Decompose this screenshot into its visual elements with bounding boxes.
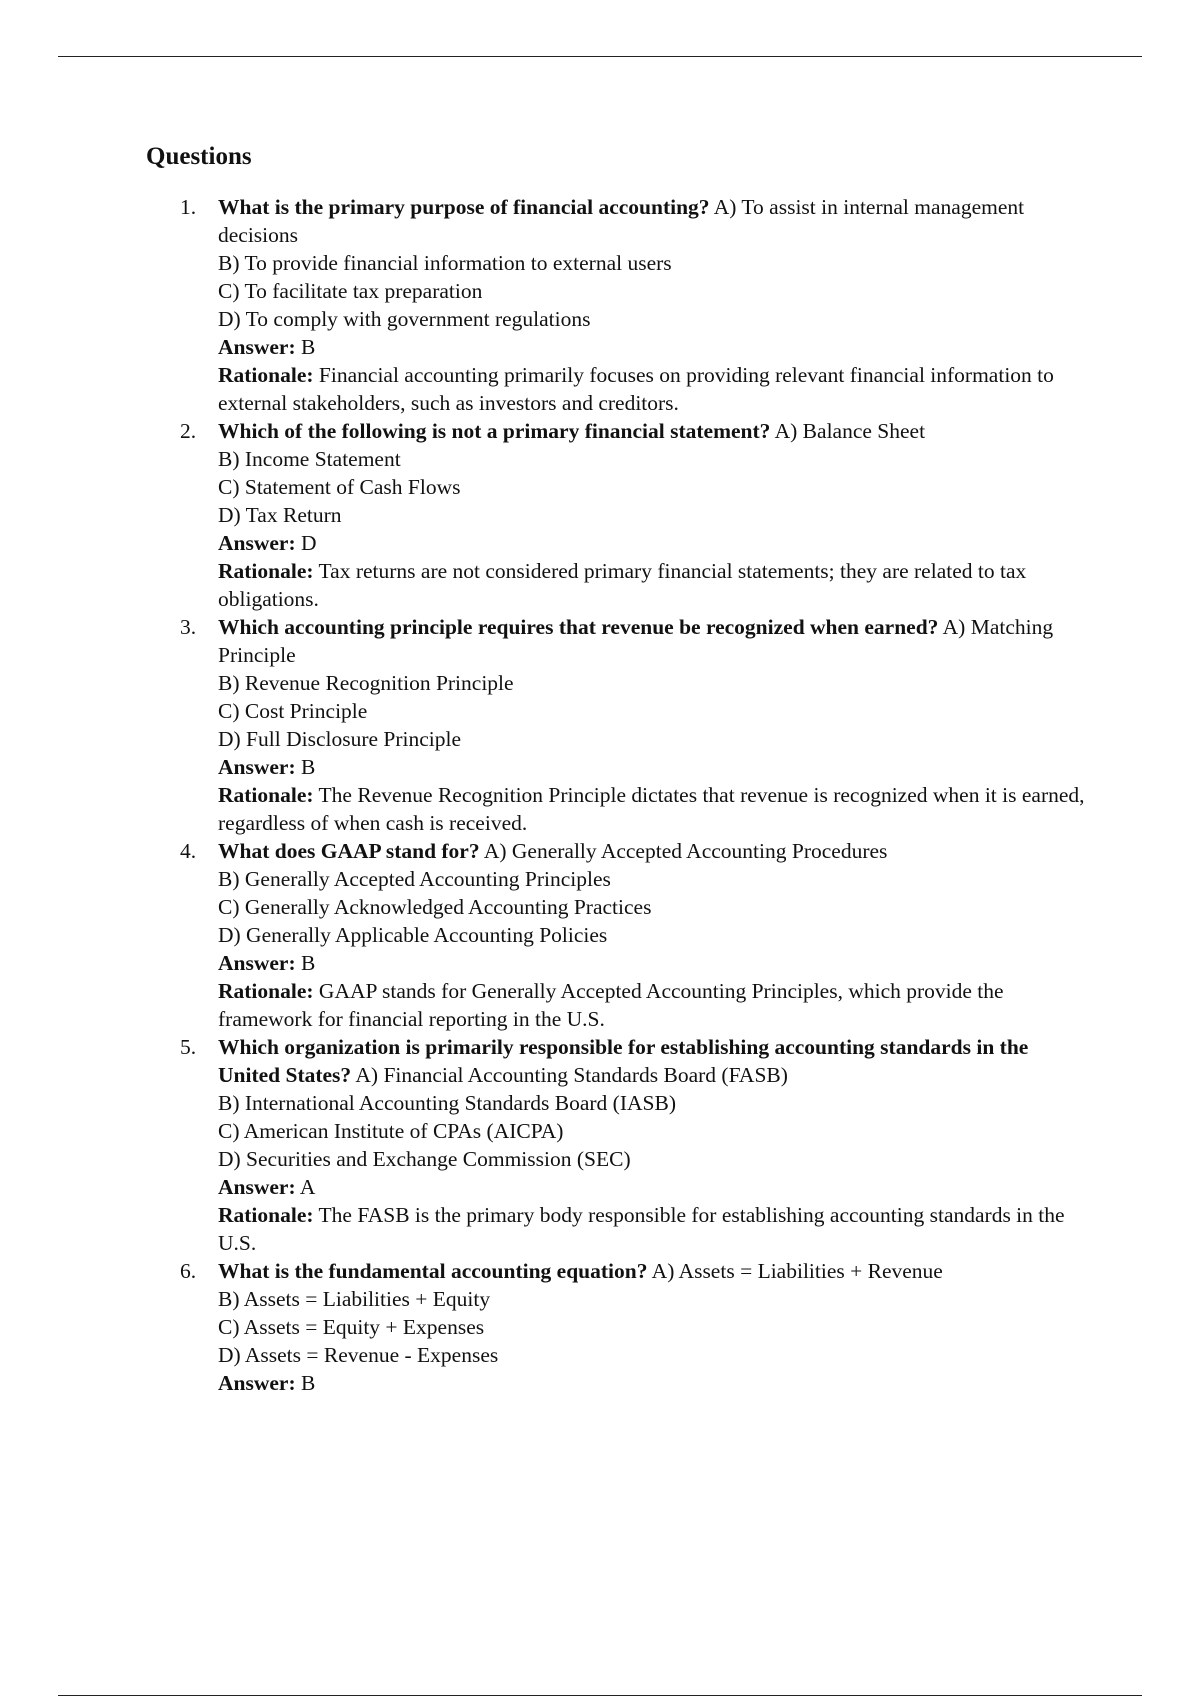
option-a: A) Balance Sheet xyxy=(774,419,926,443)
question-text: What is the primary purpose of financial accounting? xyxy=(218,195,710,219)
header-rule xyxy=(58,56,1142,57)
answer-value: A xyxy=(299,1175,316,1199)
answer-value: D xyxy=(301,531,317,555)
rationale-label: Rationale: xyxy=(218,783,314,807)
option-b: B) Assets = Liabilities + Equity xyxy=(218,1287,491,1311)
question-text: Which organization is primarily responsible for establishing accounting standards in the United States? xyxy=(218,1035,1029,1087)
rationale-text: Tax returns are not considered primary financial statements; they are related to tax obligations. xyxy=(218,559,1027,611)
rationale-label: Rationale: xyxy=(218,363,314,387)
question-number: 2. xyxy=(180,419,197,443)
option-c: C) American Institute of CPAs (AICPA) xyxy=(218,1119,564,1143)
rationale-label: Rationale: xyxy=(218,1203,314,1227)
answer-line xyxy=(218,1369,1086,1397)
question-line xyxy=(218,1257,1086,1285)
option-c: C) To facilitate tax preparation xyxy=(218,279,483,303)
question-text: Which of the following is not a primary financial statement? xyxy=(218,419,771,443)
question-item-6 xyxy=(146,1257,1086,1397)
option-d: D) To comply with government regulations xyxy=(218,307,591,331)
option-c: C) Statement of Cash Flows xyxy=(218,475,461,499)
question-line xyxy=(218,417,1086,445)
question-number: 1. xyxy=(180,195,197,219)
rationale-line xyxy=(218,977,1086,1033)
rationale-text: Financial accounting primarily focuses on providing relevant financial information to external stakeholders, such as investors and creditors. xyxy=(218,363,1054,415)
option-c: C) Assets = Equity + Expenses xyxy=(218,1315,485,1339)
option-d: D) Tax Return xyxy=(218,503,342,527)
option-b: B) Revenue Recognition Principle xyxy=(218,671,514,695)
answer-label: Answer: xyxy=(218,531,296,555)
question-number: 6. xyxy=(180,1259,197,1283)
answer-value: B xyxy=(301,755,316,779)
question-number: 5. xyxy=(180,1035,197,1059)
rationale-label: Rationale: xyxy=(218,559,314,583)
answer-value: B xyxy=(301,951,316,975)
question-item-3 xyxy=(146,613,1086,837)
question-line xyxy=(218,837,1086,865)
option-a: A) Financial Accounting Standards Board (FASB) xyxy=(355,1063,788,1087)
rationale-line xyxy=(218,557,1086,613)
question-text: What is the fundamental accounting equation? xyxy=(218,1259,648,1283)
answer-label: Answer: xyxy=(218,335,296,359)
answer-line xyxy=(218,333,1086,361)
rationale-text: GAAP stands for Generally Accepted Accounting Principles, which provide the framework for financial reporting in the U.S. xyxy=(218,979,1004,1031)
rationale-line xyxy=(218,361,1086,417)
option-d: D) Generally Applicable Accounting Policies xyxy=(218,923,608,947)
question-text: Which accounting principle requires that revenue be recognized when earned? xyxy=(218,615,939,639)
question-number: 3. xyxy=(180,615,197,639)
question-list xyxy=(146,193,1086,1397)
question-item-1 xyxy=(146,193,1086,417)
answer-line xyxy=(218,949,1086,977)
rationale-line xyxy=(218,1201,1086,1257)
answer-label: Answer: xyxy=(218,951,296,975)
option-b: B) To provide financial information to external users xyxy=(218,251,672,275)
option-a: A) Assets = Liabilities + Revenue xyxy=(651,1259,943,1283)
question-text: What does GAAP stand for? xyxy=(218,839,480,863)
answer-label: Answer: xyxy=(218,755,296,779)
option-b: B) Generally Accepted Accounting Principles xyxy=(218,867,611,891)
question-line xyxy=(218,193,1086,249)
question-line xyxy=(218,613,1086,669)
option-b: B) Income Statement xyxy=(218,447,401,471)
option-d: D) Securities and Exchange Commission (SEC) xyxy=(218,1147,631,1171)
answer-label: Answer: xyxy=(218,1371,296,1395)
option-b: B) International Accounting Standards Board (IASB) xyxy=(218,1091,676,1115)
answer-line xyxy=(218,529,1086,557)
answer-line xyxy=(218,1173,1086,1201)
page-content xyxy=(146,142,1086,1397)
answer-value: B xyxy=(301,1371,316,1395)
footer-rule xyxy=(58,1695,1142,1696)
answer-label: Answer: xyxy=(218,1175,296,1199)
option-a: A) To assist in internal management decisions xyxy=(218,195,1025,247)
option-d: D) Assets = Revenue - Expenses xyxy=(218,1343,499,1367)
rationale-label: Rationale: xyxy=(218,979,314,1003)
question-line xyxy=(218,1033,1086,1089)
answer-value: B xyxy=(301,335,316,359)
question-item-5 xyxy=(146,1033,1086,1257)
option-c: C) Generally Acknowledged Accounting Practices xyxy=(218,895,652,919)
question-item-2 xyxy=(146,417,1086,613)
question-item-4 xyxy=(146,837,1086,1033)
option-a: A) Matching Principle xyxy=(218,615,1054,667)
section-heading: Questions xyxy=(146,143,252,170)
answer-line xyxy=(218,753,1086,781)
rationale-text: The FASB is the primary body responsible for establishing accounting standards in the U.S. xyxy=(218,1203,1065,1255)
rationale-text: The Revenue Recognition Principle dictates that revenue is recognized when it is earned, regardless of when cash is received. xyxy=(218,783,1085,835)
option-d: D) Full Disclosure Principle xyxy=(218,727,462,751)
question-number: 4. xyxy=(180,839,197,863)
option-c: C) Cost Principle xyxy=(218,699,368,723)
option-a: A) Generally Accepted Accounting Procedures xyxy=(483,839,888,863)
rationale-line xyxy=(218,781,1086,837)
